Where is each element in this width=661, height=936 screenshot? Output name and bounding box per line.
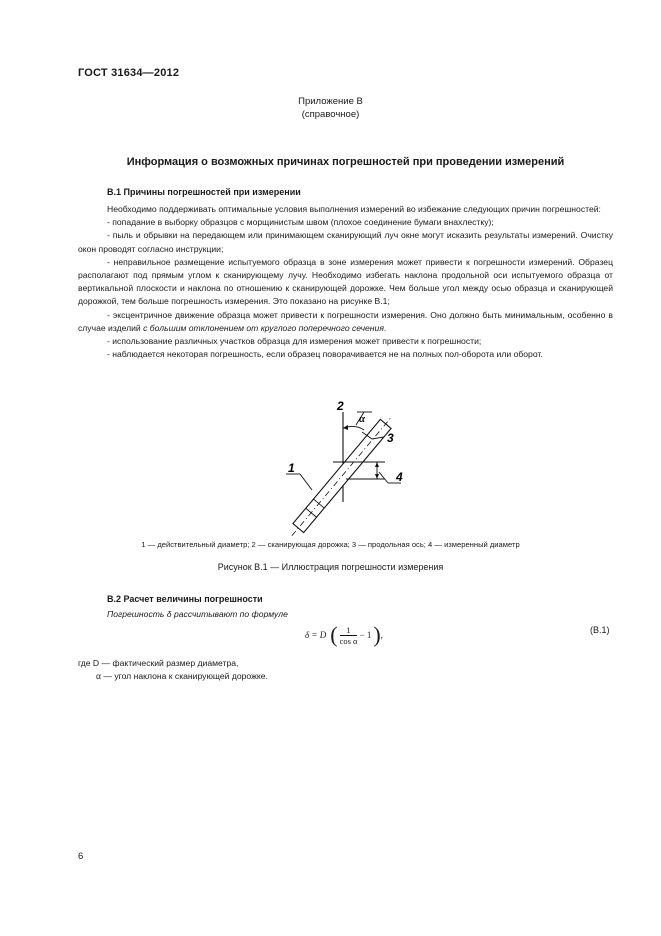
page-number: 6	[78, 851, 84, 862]
section-b1-heading: В.1 Причины погрешностей при измерении	[107, 187, 301, 197]
paragraph: Необходимо поддерживать оптимальные условия выполнения измерений во избежание следующих причин погрешностей:	[107, 204, 601, 214]
formula-tail: − 1	[359, 630, 372, 640]
fraction-numerator: 1	[340, 625, 356, 636]
formula-number: (В.1)	[590, 625, 610, 635]
document-header: ГОСТ 31634—2012	[78, 67, 180, 79]
italic-phrase: с большим отклонением от круглого поперечного сечения	[143, 322, 384, 333]
label-2: 2	[337, 399, 344, 413]
list-item: - попадание в выборку образцов с морщинистым швом (плохое соединение бумаги внахлестку);	[107, 217, 494, 228]
list-item: - наблюдается некоторая погрешность, если образец поворачивается не на полных пол-оборота или оборот.	[107, 349, 543, 360]
formula-intro: Погрешность δ рассчитывают по формуле	[107, 609, 288, 619]
figure-diagram	[260, 390, 420, 540]
fraction	[340, 625, 358, 646]
label-1: 1	[288, 461, 295, 475]
main-title: Информация о возможных причинах погрешностей при проведении измерений	[126, 156, 565, 168]
list-item: - эксцентричное движение образца может привести к погрешности измерения. Оно должно быть минимальным, особенно в случае изделий с большим отклонением от круглого поперечного сечения.	[78, 309, 613, 333]
fraction-denominator: cos α	[339, 635, 358, 646]
sample-body	[287, 412, 398, 540]
list-item: - использование различных участков образца для измерения может привести к погрешности;	[107, 336, 482, 347]
figure-legend: 1 — действительный диаметр; 2 — сканирующая дорожка; 3 — продольная ось; 4 — измеренный диаметр	[141, 540, 520, 549]
figure-caption: Рисунок В.1 — Иллюстрация погрешности измерения	[217, 562, 444, 572]
list-item: - неправильное размещение испытуемого образца в зоне измерения может привести к погрешности измерений. Образец располагают под прямым углом к сканирующему лучу. Необходимо избегать наклона продольной оси испытуемого образца от вертикальной плоскости и наклона по отношению к сканирующей дорожке. Чем больше угол между осью образца и сканирующей дорожкой, тем больше погрешность измерения. Это показано на рисунке В.1;	[78, 256, 613, 307]
formula: δ = D ( $\frac{1}{\text{cos α}}$ − 1 ) ,	[305, 622, 383, 647]
section-b1-body	[78, 203, 613, 361]
section-b2-heading: В.2 Расчет величины погрешности	[107, 594, 263, 604]
label-3: 3	[387, 431, 394, 445]
list-item: - пыль и обрывки на передающем или принимающем сканирующий луч окне могут исказить результаты измерений. Очистку окон проводят согласно инструкции;	[78, 230, 613, 254]
label-alpha: α	[359, 413, 366, 425]
where-line-1: где D — фактический размер диаметра,	[78, 658, 239, 668]
where-line-2: α — угол наклона к сканирующей дорожке.	[96, 671, 268, 681]
appendix-title: Приложение В	[298, 96, 363, 107]
formula-lhs: δ = D	[305, 630, 327, 640]
label-4: 4	[396, 470, 403, 484]
appendix-subtitle: (справочное)	[301, 109, 360, 120]
